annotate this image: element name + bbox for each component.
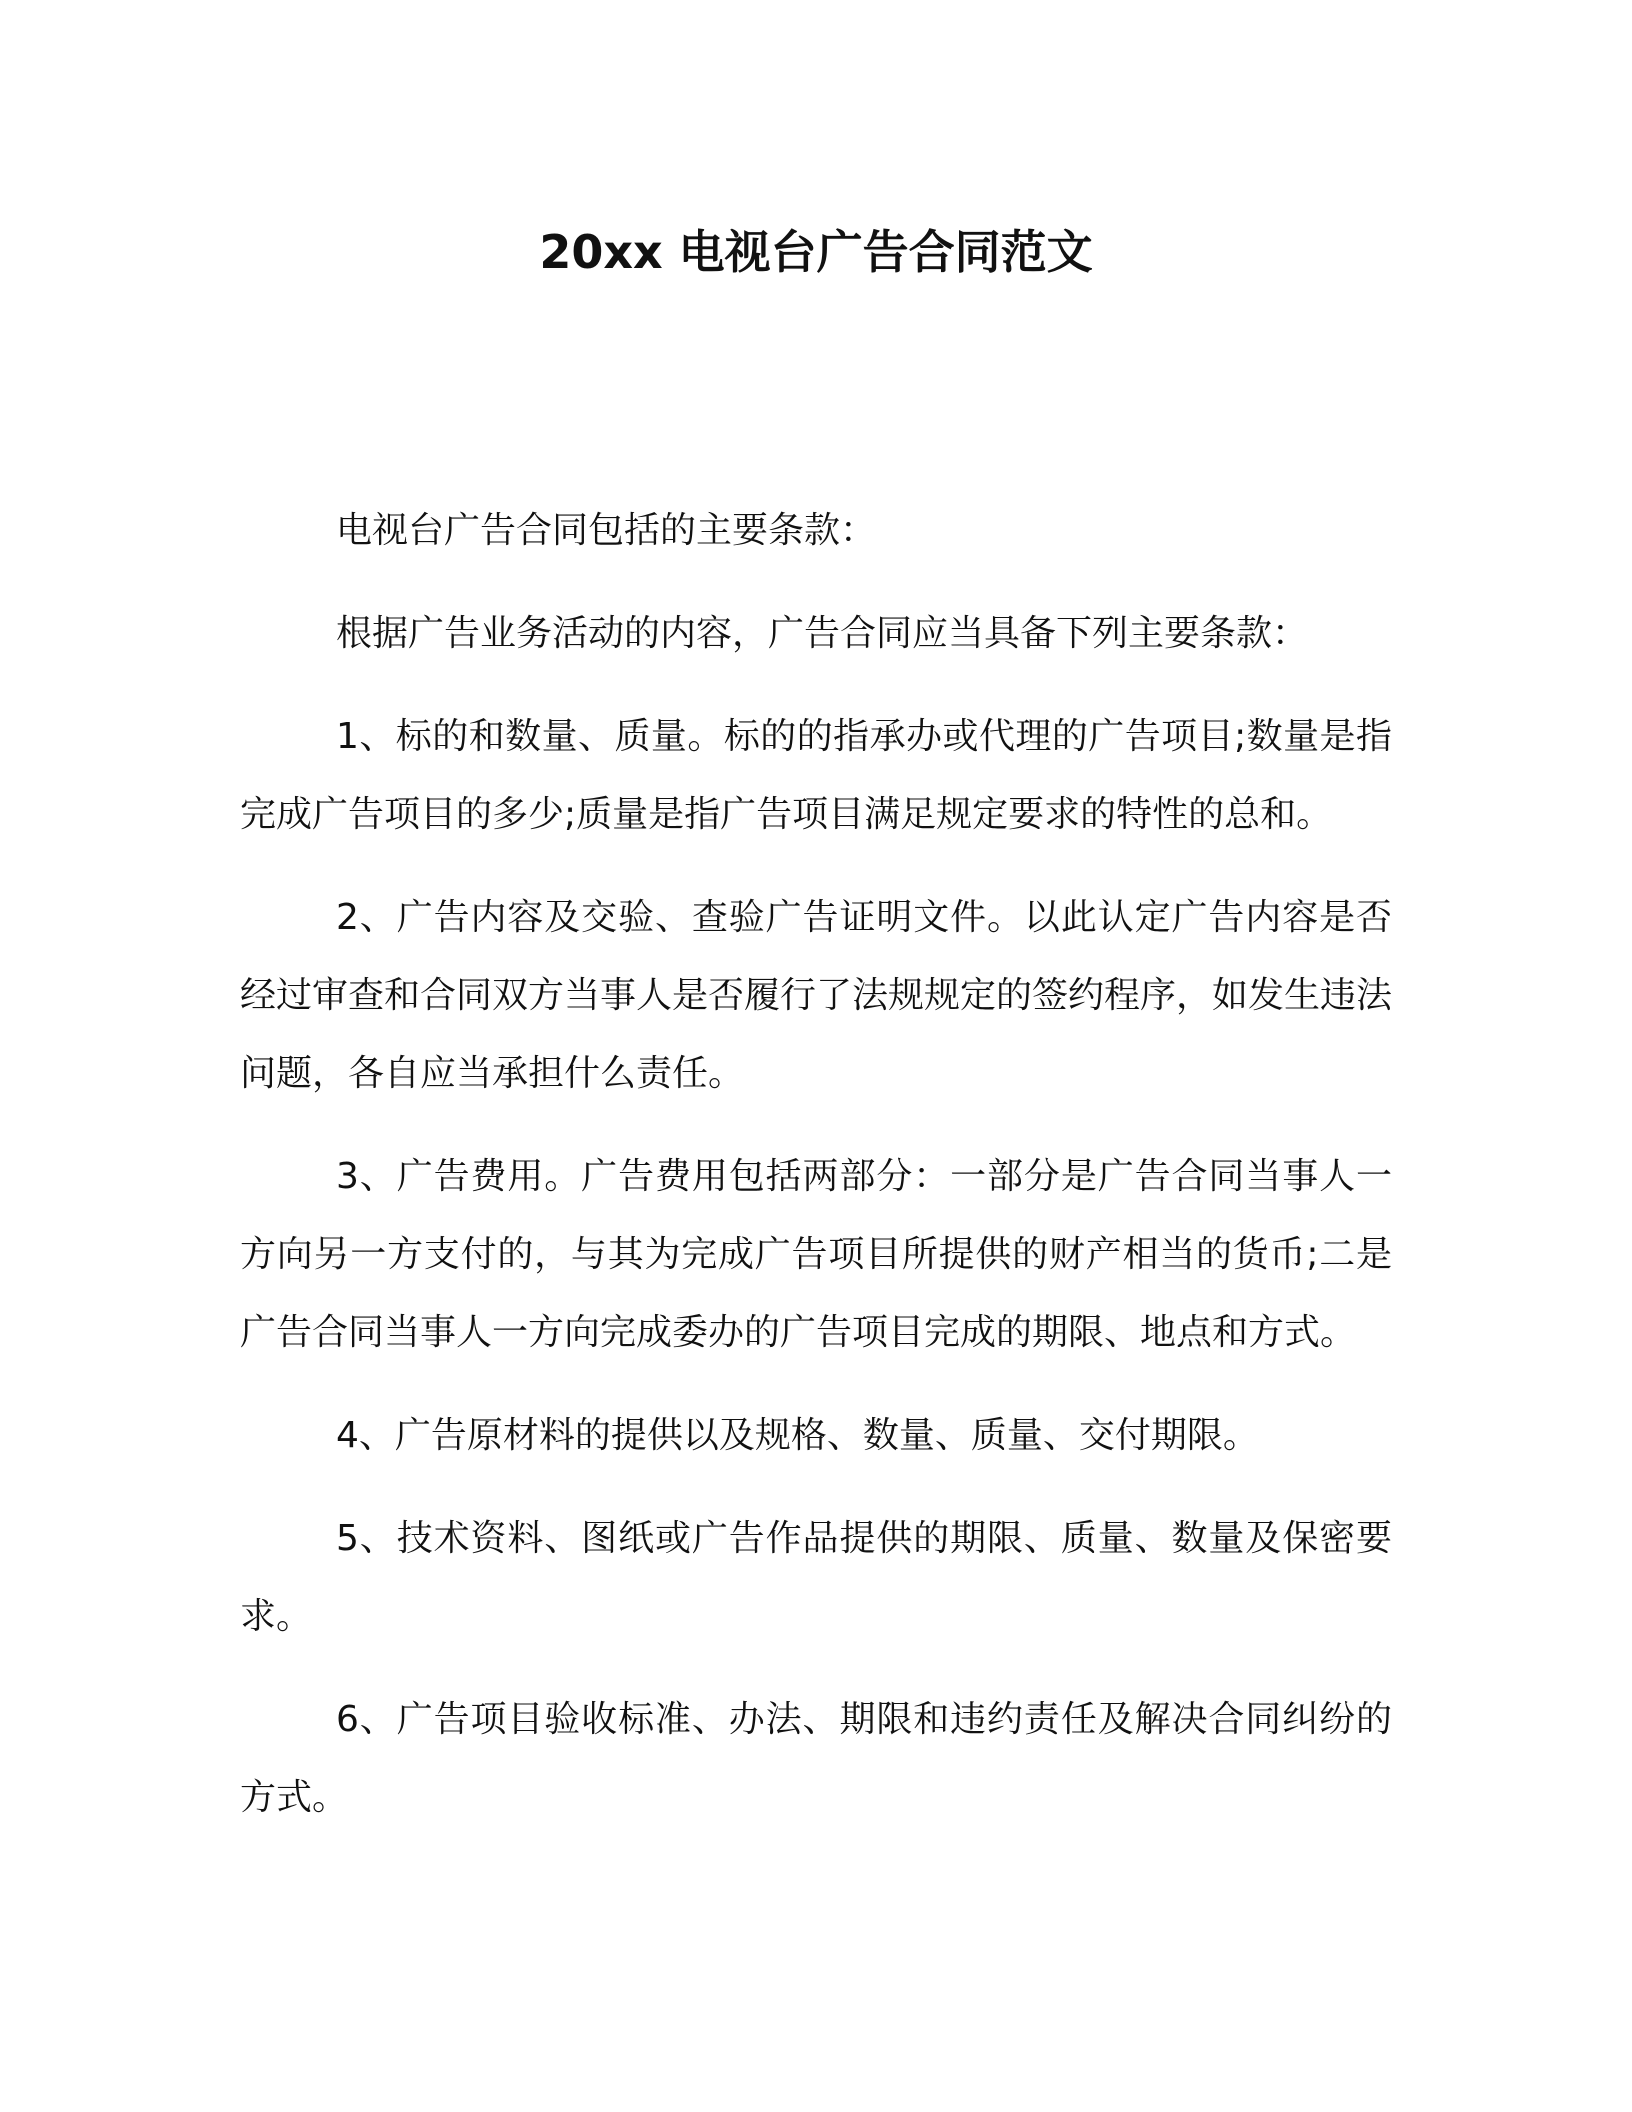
paragraph-clause-6: 6、广告项目验收标准、办法、期限和违约责任及解决合同纠纷的方式。 — [240, 1699, 1392, 1818]
paragraph-clause-4: 4、广告原材料的提供以及规格、数量、质量、交付期限。 — [336, 1415, 1259, 1456]
paragraph-clause-2: 2、广告内容及交验、查验广告证明文件。以此认定广告内容是否经过审查和合同双方当事人是否履行了法规规定的签约程序，如发生违法问题，各自应当承担什么责任。 — [240, 897, 1393, 1094]
paragraph-clause-5: 5、技术资料、图纸或广告作品提供的期限、质量、数量及保密要求。 — [240, 1518, 1392, 1637]
paragraph-clause-3: 3、广告费用。广告费用包括两部分：一部分是广告合同当事人一方向另一方支付的，与其为完成广告项目所提供的财产相当的货币;二是广告合同当事人一方向完成委办的广告项目完成的期限、地点和方式。 — [240, 1156, 1392, 1353]
paragraph-intro: 电视台广告合同包括的主要条款： — [336, 510, 877, 551]
document-title: 20xx 电视台广告合同范文 — [539, 225, 1093, 279]
paragraph-basis: 根据广告业务活动的内容，广告合同应当具备下列主要条款： — [336, 613, 1309, 654]
paragraph-clause-1: 1、标的和数量、质量。标的的指承办或代理的广告项目;数量是指完成广告项目的多少;质量是指广告项目满足规定要求的特性的总和。 — [240, 716, 1392, 835]
document-body — [240, 492, 1392, 1837]
